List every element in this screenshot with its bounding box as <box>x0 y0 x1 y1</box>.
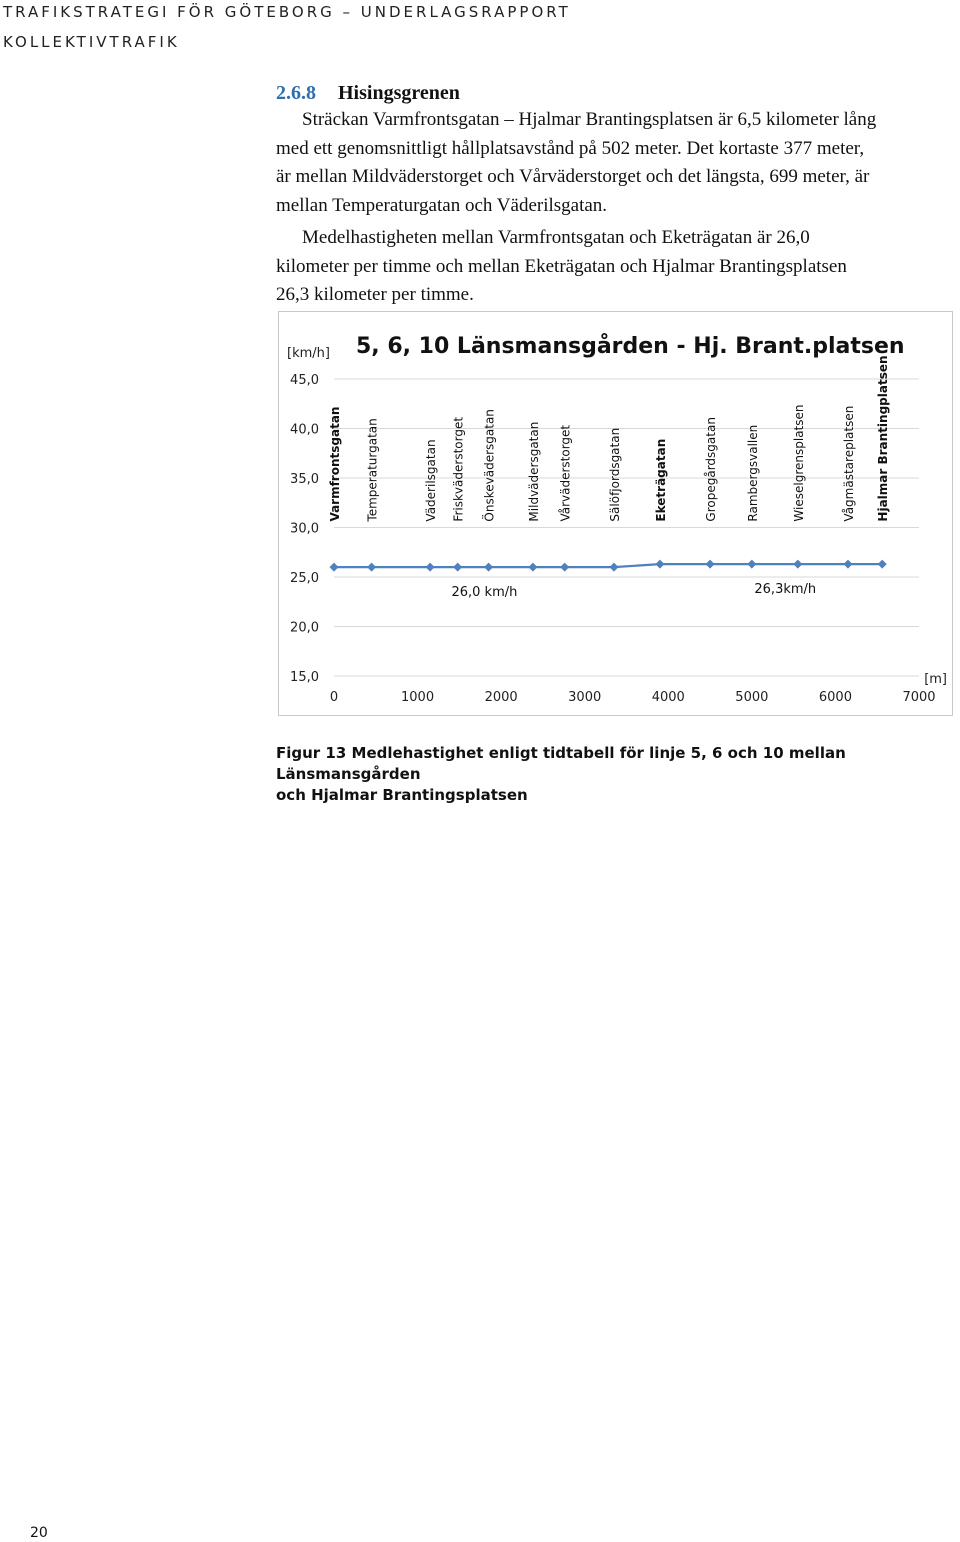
y-tick-label: 25,0 <box>290 571 319 586</box>
x-tick-label: 4000 <box>651 690 685 705</box>
paragraph-line-text: Medelhastigheten mellan Varmfrontsgatan och Eketrägatan är 26,0 <box>302 227 810 248</box>
data-point-marker <box>878 560 887 569</box>
running-header-title: TRAFIKSTRATEGI FÖR GÖTEBORG – UNDERLAGSRAPPORT <box>3 3 571 21</box>
stop-label: Eketrägatan <box>653 438 668 522</box>
paragraph-route-length <box>276 106 960 220</box>
paragraph-line: är mellan Mildväderstorget och Vårväderstorget och det längsta, 699 meter, är <box>276 166 870 187</box>
section-heading <box>276 82 460 105</box>
y-axis-label: [km/h] <box>287 346 330 361</box>
data-point-marker <box>747 560 756 569</box>
data-point-marker <box>793 560 802 569</box>
section-number: 2.6.8 <box>276 82 316 104</box>
running-header-subtitle: KOLLEKTIVTRAFIK <box>3 33 180 51</box>
paragraph-line: 26,3 kilometer per timme. <box>276 284 474 305</box>
speed-annotation: 26,3km/h <box>754 582 817 598</box>
paragraph-line <box>276 106 960 135</box>
stop-label: Väderilsgatan <box>424 439 439 522</box>
figure-caption-line: och Hjalmar Brantingsplatsen <box>276 786 528 804</box>
stop-label: Wieselgrensplatsen <box>791 404 806 522</box>
y-tick-label: 45,0 <box>290 373 319 388</box>
x-tick-label: 0 <box>329 690 339 705</box>
y-tick-label: 35,0 <box>290 472 319 487</box>
stop-label: Rambergsvallen <box>745 424 760 522</box>
stop-label: Önskevädersgatan <box>482 409 497 522</box>
paragraph-line-text: Sträckan Varmfrontsgatan – Hjalmar Brantingsplatsen är 6,5 kilometer lång <box>302 109 877 130</box>
data-point-marker <box>706 560 715 569</box>
x-tick-label: 3000 <box>568 690 602 705</box>
data-point-marker <box>484 563 493 572</box>
section-title: Hisingsgrenen <box>338 82 460 104</box>
data-point-marker <box>560 563 569 572</box>
y-tick-label: 15,0 <box>290 670 319 685</box>
y-tick-label: 20,0 <box>290 620 319 636</box>
stop-label: Friskväderstorget <box>451 416 466 522</box>
stop-label: Temperaturgatan <box>365 418 380 522</box>
data-point-marker <box>609 563 618 572</box>
speed-chart <box>278 311 953 716</box>
data-point-marker <box>330 563 339 572</box>
data-point-marker <box>655 560 664 569</box>
stop-label: Gropegårdsgatan <box>704 417 719 522</box>
stop-label: Varmfrontsgatan <box>328 406 342 522</box>
stop-label: Sälöfjordsgatan <box>607 427 622 522</box>
data-point-marker <box>528 563 537 572</box>
stop-label: Hjalmar Brantingplatsen <box>876 355 891 522</box>
paragraph-average-speed <box>276 224 960 310</box>
data-point-marker <box>426 563 435 572</box>
x-tick-label: 6000 <box>818 690 852 705</box>
data-point-marker <box>843 560 852 569</box>
speed-annotation: 26,0 km/h <box>451 585 518 601</box>
x-tick-label: 5000 <box>735 690 769 705</box>
figure-caption-line: Figur 13 Medlehastighet enligt tidtabell för linje 5, 6 och 10 mellan Länsmansgården <box>276 744 846 783</box>
stop-label: Vårväderstorget <box>558 424 573 522</box>
page-number: 20 <box>30 1525 48 1541</box>
paragraph-line: med ett genomsnittligt hållplatsavstånd på 502 meter. Det kortaste 377 meter, <box>276 137 865 159</box>
x-tick-label: 7000 <box>902 690 936 705</box>
stop-label: Vågmästareplatsen <box>841 405 856 522</box>
x-tick-label: 2000 <box>484 690 518 705</box>
paragraph-line: kilometer per timme och mellan Eketrägatan och Hjalmar Brantingsplatsen <box>276 255 847 277</box>
data-point-marker <box>453 563 462 572</box>
speed-chart-svg <box>279 312 952 715</box>
x-axis-label: [m] <box>924 672 947 687</box>
x-tick-label: 1000 <box>401 690 435 705</box>
paragraph-line <box>276 224 960 253</box>
y-tick-label: 30,0 <box>290 521 319 537</box>
figure-caption <box>276 743 960 806</box>
data-point-marker <box>367 563 376 572</box>
y-tick-label: 40,0 <box>290 422 319 438</box>
paragraph-line: mellan Temperaturgatan och Väderilsgatan. <box>276 194 608 216</box>
chart-title: 5, 6, 10 Länsmansgården - Hj. Brant.platsen <box>356 334 905 359</box>
stop-label: Mildvädersgatan <box>526 421 541 522</box>
